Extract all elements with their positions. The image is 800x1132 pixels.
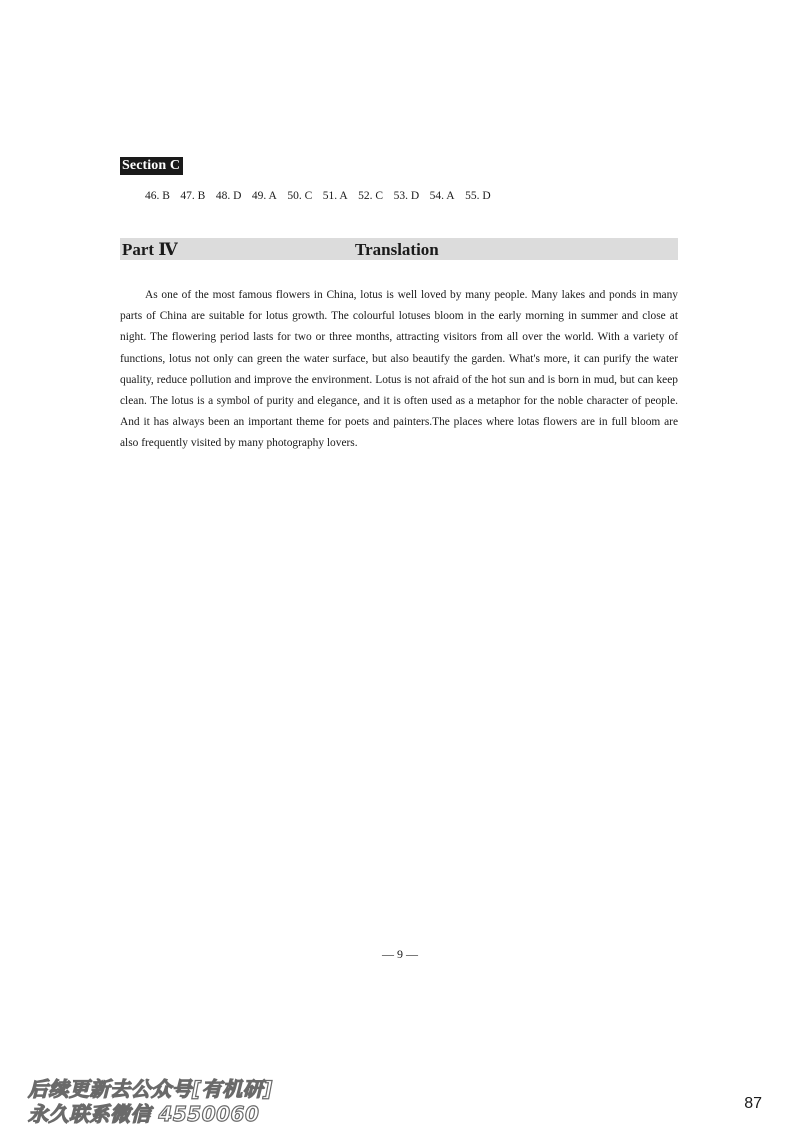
answer-item: 50. C: [287, 190, 313, 202]
document-page-number: 87: [744, 1095, 762, 1112]
answer-list: [145, 189, 501, 203]
answer-item: 52. C: [358, 190, 384, 202]
answer-item: 48. D: [215, 190, 242, 202]
answer-item: 51. A: [322, 190, 348, 202]
watermark-line-2: 永久联系微信 4550060: [28, 1102, 260, 1126]
answer-item: 53. D: [393, 190, 420, 202]
translation-paragraph: As one of the most famous flowers in China, lotus is well loved by many people. Many lakes and ponds in many parts of China are suitable for lotus growth. The colourful lotuses bloom in the early morning in summer and close at night. The flowering period lasts for two or three months, attracting visitors from all over the world. With a variety of functions, lotus not only can green the water surface, but also beautify the garden. What's more, it can purify the water quality, reduce pollution and improve the environment. Lotus is not afraid of the hot sun and is born in mud, but can keep clean. The lotus is a symbol of purity and elegance, and it is often used as a metaphor for the noble character of people. And it has always been an important theme for poets and painters.The places where lotas flowers are in full bloom are also frequently visited by many photography lovers.: [120, 289, 678, 450]
answer-item: 55. D: [465, 190, 491, 202]
answer-item: 54. A: [429, 190, 455, 202]
watermark-line-1: 后续更新去公众号[有机研]: [28, 1077, 273, 1101]
answer-item: 49. A: [251, 190, 277, 202]
answer-item: 47. B: [180, 190, 206, 202]
part-title: Translation: [355, 240, 439, 259]
answer-item: 46. B: [145, 190, 170, 202]
section-c-label: Section C: [120, 157, 183, 175]
page-number: — 9 —: [382, 947, 418, 961]
part-header-bar: [120, 238, 678, 260]
part-label: Part Ⅳ: [122, 240, 178, 259]
watermark: [28, 1077, 273, 1127]
